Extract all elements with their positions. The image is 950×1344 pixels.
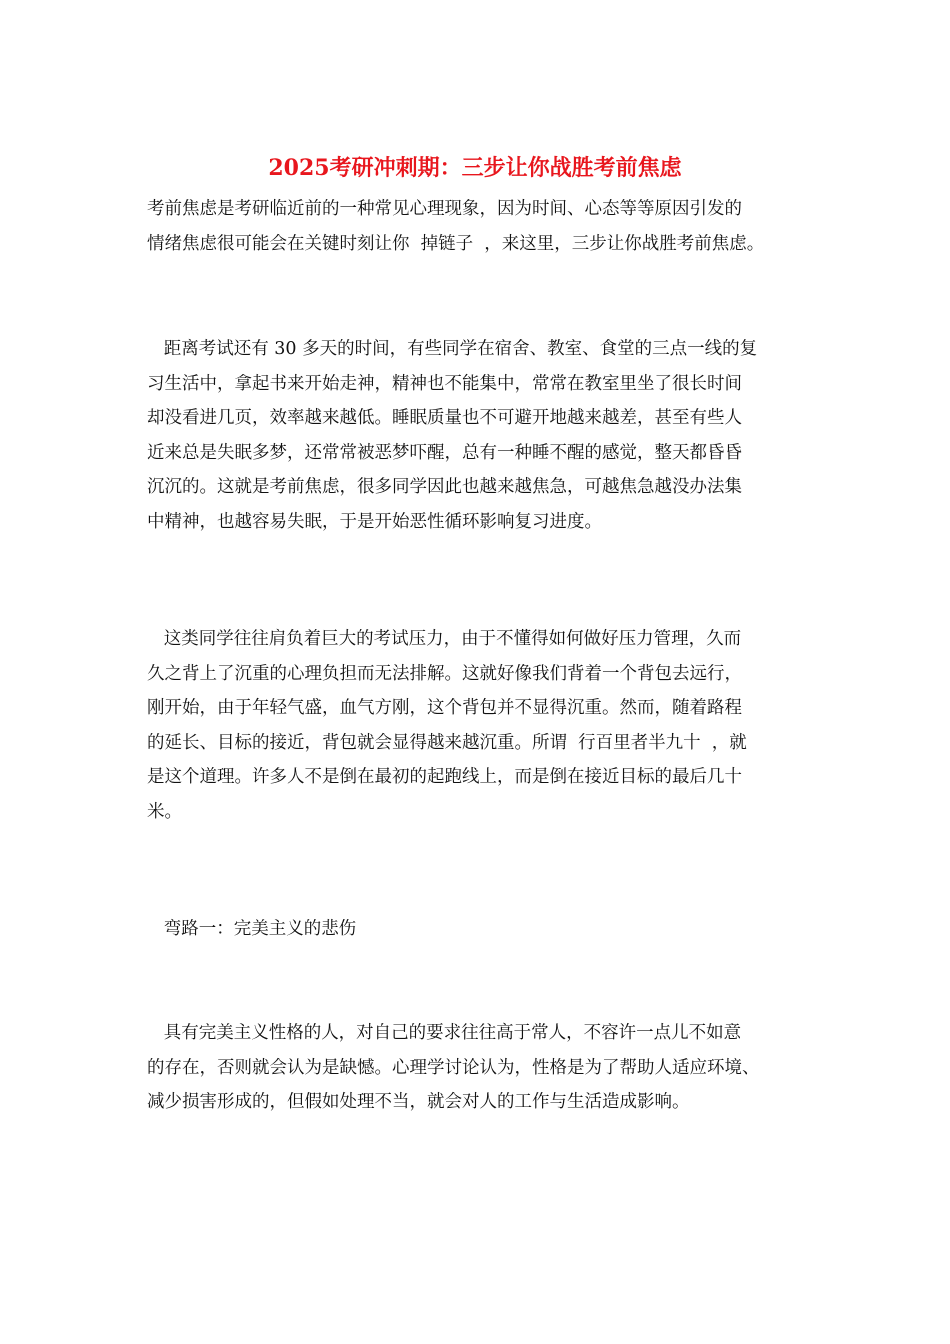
document-title: 2025考研冲刺期：三步让你战胜考前焦虑 <box>268 155 682 181</box>
text-line: 情绪焦虑很可能会在关键时刻让你 掉链子 ，来这里，三步让你战胜考前焦虑。 <box>147 233 765 254</box>
text-line: 近来总是失眠多梦，还常常被恶梦吓醒，总有一种睡不醒的感觉，整天都昏昏 <box>147 442 742 463</box>
text-line: 距离考试还有 30 多天的时间，有些同学在宿舍、教室、食堂的三点一线的复 <box>147 339 758 359</box>
text-line: 米。 <box>147 801 182 822</box>
intro-paragraph <box>147 192 812 261</box>
text-line: 是这个道理。许多人不是倒在最初的起跑线上，而是倒在接近目标的最后几十 <box>147 767 742 788</box>
text-line: 减少损害形成的，但假如处理不当，就会对人的工作与生活造成影响。 <box>147 1092 690 1113</box>
text-line: 沉沉的。这就是考前焦虑，很多同学因此也越来越焦急，可越焦急越没办法集 <box>147 477 742 498</box>
section-heading-text: 弯路一：完美主义的悲伤 <box>147 919 357 939</box>
paragraph-perfectionism <box>147 1016 812 1120</box>
text-line: 久之背上了沉重的心理负担而无法排解。这就好像我们背着一个背包去远行， <box>147 663 742 684</box>
text-line: 具有完美主义性格的人，对自己的要求往往高于常人，不容许一点儿不如意 <box>147 1023 742 1043</box>
text-line: 中精神，也越容易失眠，于是开始恶性循环影响复习进度。 <box>147 511 602 532</box>
text-line: 的延长、目标的接近，背包就会显得越来越沉重。所谓 行百里者半九十 ，就 <box>147 732 747 753</box>
text-line: 的存在，否则就会认为是缺憾。心理学讨论认为，性格是为了帮助人适应环境、 <box>147 1057 760 1078</box>
section-heading <box>147 912 812 947</box>
text-line: 习生活中，拿起书来开始走神，精神也不能集中，常常在教室里坐了很长时间 <box>147 373 742 394</box>
text-line: 却没看进几页，效率越来越低。睡眠质量也不可避开地越来越差，甚至有些人 <box>147 408 742 429</box>
paragraph-pressure <box>147 622 812 830</box>
text-line: 考前焦虑是考研临近前的一种常见心理现象，因为时间、心态等等原因引发的 <box>147 199 742 219</box>
text-line: 刚开始，由于年轻气盛，血气方刚，这个背包并不显得沉重。然而，随着路程 <box>147 698 742 719</box>
text-line: 这类同学往往肩负着巨大的考试压力，由于不懂得如何做好压力管理，久而 <box>147 629 742 649</box>
paragraph-exam-anxiety <box>147 332 812 540</box>
